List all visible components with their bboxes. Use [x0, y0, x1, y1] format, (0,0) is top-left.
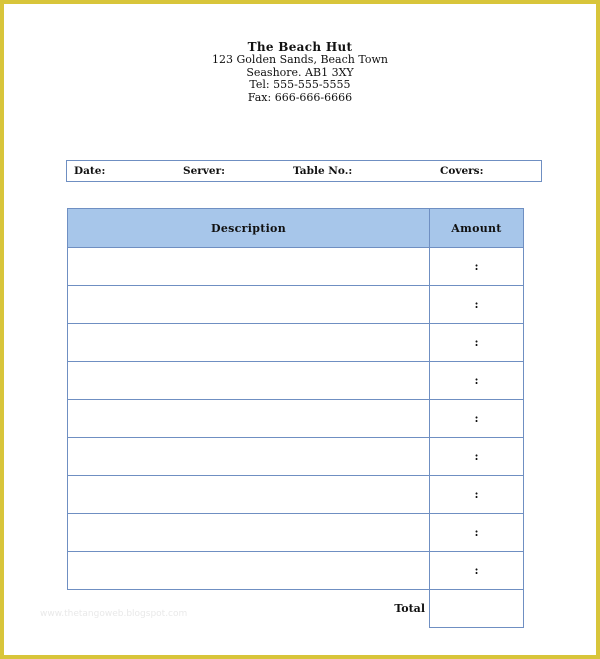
table-row — [68, 324, 524, 362]
amount-cell: : — [430, 514, 524, 552]
description-cell — [68, 514, 430, 552]
table-row — [68, 286, 524, 324]
business-name: The Beach Hut — [247, 40, 353, 54]
description-cell — [68, 552, 430, 590]
description-cell — [68, 324, 430, 362]
table-row — [68, 362, 524, 400]
fax: Fax: 666-666-6666 — [247, 90, 353, 104]
description-cell — [68, 362, 430, 400]
covers-label: Covers: — [440, 165, 484, 177]
server-label: Server: — [183, 165, 225, 177]
address-line-1: 123 Golden Sands, Beach Town — [212, 53, 388, 66]
table-row — [68, 552, 524, 590]
amount-header: Amount — [430, 209, 524, 248]
amount-cell: : — [430, 438, 524, 476]
description-cell — [68, 248, 430, 286]
address-line-2: Seashore. AB1 3XY — [246, 65, 354, 79]
table-row — [68, 248, 524, 286]
table-row — [68, 400, 524, 438]
order-info-bar — [66, 160, 542, 182]
description-header: Description — [68, 209, 430, 248]
description-cell — [68, 438, 430, 476]
date-label: Date: — [74, 165, 106, 177]
amount-cell: : — [430, 248, 524, 286]
table-number-label: Table No.: — [293, 165, 353, 177]
total-value-cell — [430, 590, 524, 628]
telephone: Tel: 555-555-5555 — [249, 78, 351, 91]
table-row — [68, 514, 524, 552]
business-header — [0, 40, 600, 104]
amount-cell: : — [430, 476, 524, 514]
table-header-row — [68, 209, 524, 248]
table-row — [68, 438, 524, 476]
table-row — [68, 476, 524, 514]
description-cell — [68, 400, 430, 438]
amount-cell: : — [430, 552, 524, 590]
amount-cell: : — [430, 324, 524, 362]
amount-cell: : — [430, 400, 524, 438]
description-cell — [68, 286, 430, 324]
total-label: Total — [68, 590, 430, 628]
items-table — [67, 208, 524, 628]
description-cell — [68, 476, 430, 514]
watermark: www.thetangoweb.blogspot.com — [40, 609, 188, 619]
amount-cell: : — [430, 362, 524, 400]
amount-cell: : — [430, 286, 524, 324]
